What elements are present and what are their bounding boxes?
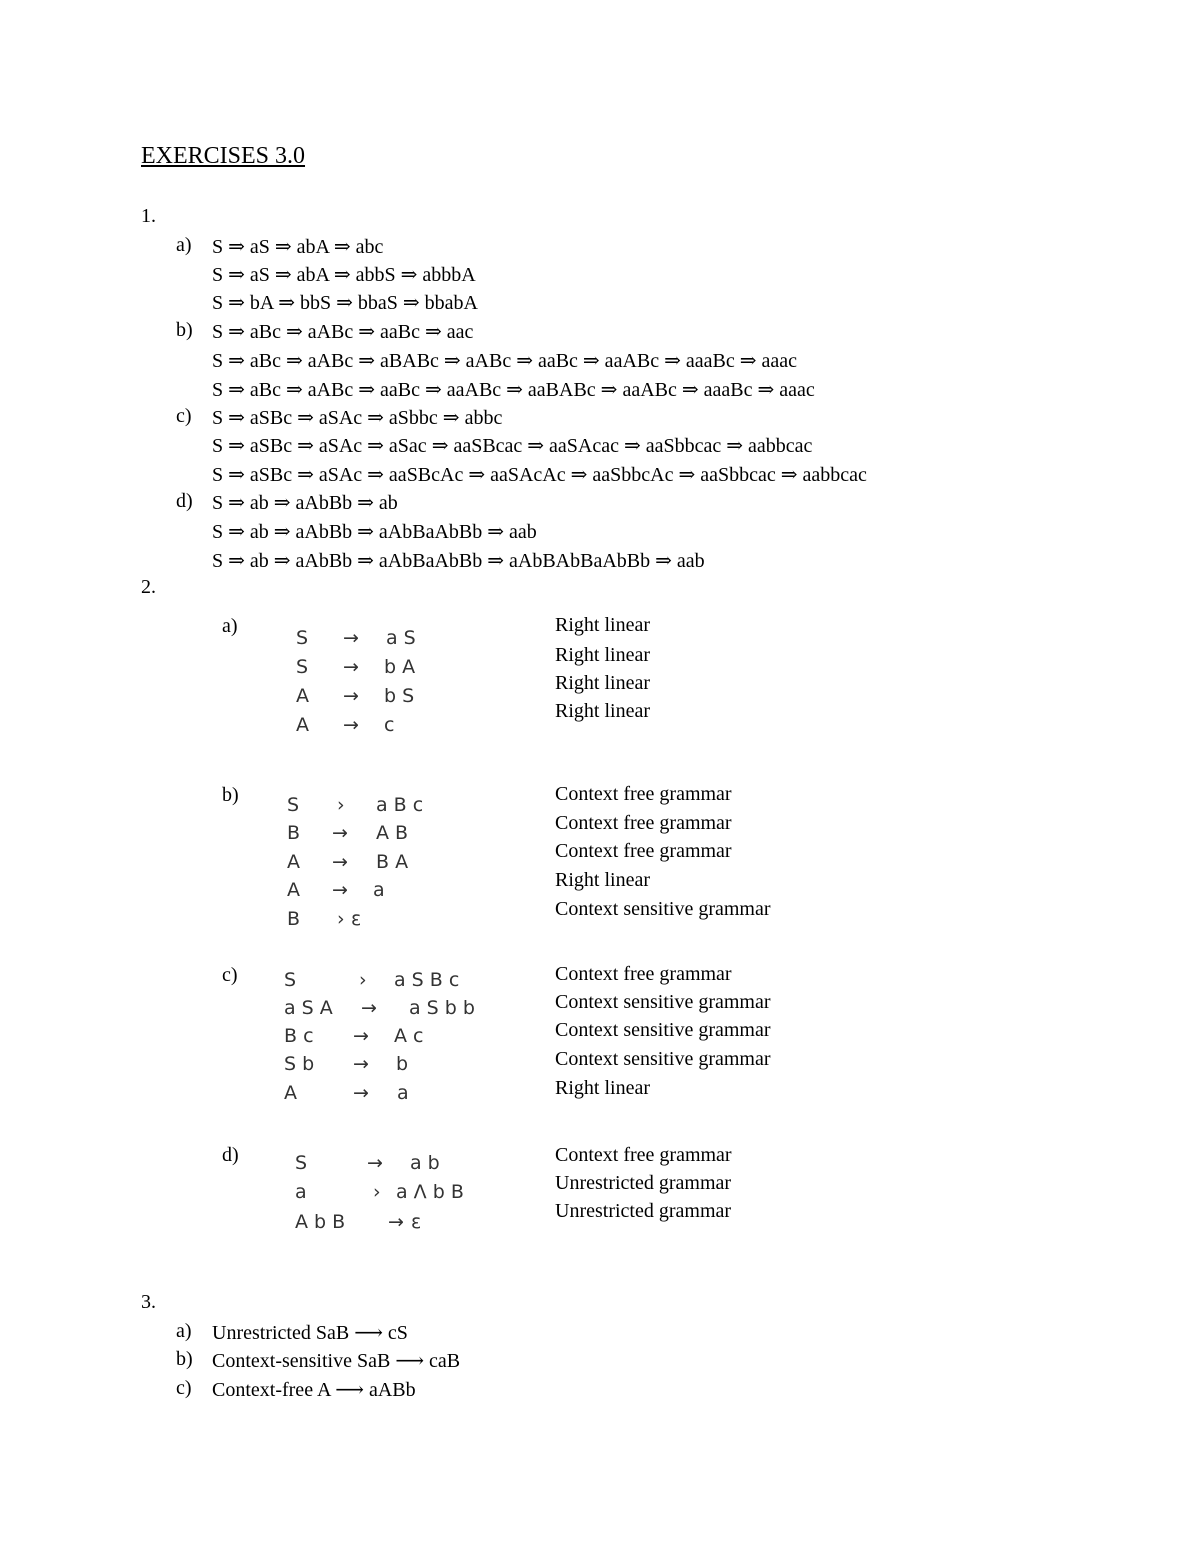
q2-d-classification: Unrestricted grammar — [555, 1200, 732, 1222]
rule-arrow: → — [367, 1152, 383, 1174]
rule-lhs: A — [287, 851, 300, 873]
rule-lhs: S — [296, 627, 309, 649]
q1-d-derivation-2: S ⇒ ab ⇒ aAbBb ⇒ aAbBaAbBb ⇒ aab — [212, 521, 537, 543]
q1-part-b-label: b) — [176, 319, 193, 341]
rule-lhs: B — [287, 908, 301, 930]
q2-b-classification: Context free grammar — [555, 840, 732, 862]
rule-lhs: a — [295, 1181, 307, 1203]
rule-lhs: S — [284, 969, 297, 991]
question-2-number: 2. — [141, 576, 156, 598]
q1-b-derivation-1: S ⇒ aBc ⇒ aABc ⇒ aaBc ⇒ aac — [212, 321, 474, 343]
rule-arrow: → — [353, 1025, 369, 1047]
rule-rhs: ε — [351, 908, 362, 930]
rule-rhs: A c — [394, 1025, 424, 1047]
q3-item-b-text: Context-sensitive SaB ⟶ caB — [212, 1350, 461, 1372]
q2-c-classification: Context sensitive grammar — [555, 1048, 771, 1070]
q3-item-b-label: b) — [176, 1348, 193, 1370]
rule-arrow: → — [332, 879, 348, 901]
page-title: EXERCISES 3.0 — [141, 143, 306, 169]
q2-c-classification: Context free grammar — [555, 963, 732, 985]
rule-arrow: → — [353, 1082, 369, 1104]
rule-arrow: › — [337, 794, 345, 816]
rule-rhs: B A — [376, 851, 409, 873]
q2-part-c-label: c) — [222, 964, 238, 986]
rule-rhs: c — [384, 714, 395, 736]
rule-arrow: → — [343, 656, 359, 678]
q1-d-derivation-3: S ⇒ ab ⇒ aAbBb ⇒ aAbBaAbBb ⇒ aAbBAbBaAbBb ⇒ aab — [212, 550, 705, 572]
rule-arrow: › — [337, 908, 345, 930]
q3-item-c-text: Context-free A ⟶ aABb — [212, 1379, 416, 1401]
rule-lhs: B c — [284, 1025, 314, 1047]
rule-arrow: › — [373, 1181, 381, 1203]
rule-lhs: B — [287, 822, 301, 844]
rule-arrow: → — [361, 997, 377, 1019]
rule-lhs: A — [296, 685, 309, 707]
q1-part-a-label: a) — [176, 234, 192, 256]
q3-item-a-label: a) — [176, 1320, 192, 1342]
q1-c-derivation-2: S ⇒ aSBc ⇒ aSAc ⇒ aSac ⇒ aaSBcac ⇒ aaSAcac ⇒ aaSbbcac ⇒ aabbcac — [212, 435, 813, 457]
q3-item-a-text: Unrestricted SaB ⟶ cS — [212, 1322, 408, 1344]
rule-arrow: → — [343, 685, 359, 707]
q2-part-d-label: d) — [222, 1144, 239, 1166]
q2-a-classification: Right linear — [555, 700, 650, 722]
q2-c-classification: Context sensitive grammar — [555, 991, 771, 1013]
rule-rhs: a — [397, 1082, 409, 1104]
q2-a-classification: Right linear — [555, 672, 650, 694]
rule-lhs: S b — [284, 1053, 315, 1075]
q3-item-c-label: c) — [176, 1377, 192, 1399]
rule-lhs: A b B — [295, 1211, 346, 1233]
q1-c-derivation-1: S ⇒ aSBc ⇒ aSAc ⇒ aSbbc ⇒ abbc — [212, 407, 503, 429]
q2-a-classification: Right linear — [555, 614, 650, 636]
rule-rhs: a S B c — [394, 969, 460, 991]
rule-arrow: → — [332, 851, 348, 873]
rule-lhs: A — [287, 879, 300, 901]
q1-c-derivation-3: S ⇒ aSBc ⇒ aSAc ⇒ aaSBcAc ⇒ aaSAcAc ⇒ aaSbbcAc ⇒ aaSbbcac ⇒ aabbcac — [212, 464, 867, 486]
rule-arrow: → — [343, 714, 359, 736]
rule-lhs: a S A — [284, 997, 333, 1019]
question-1-number: 1. — [141, 205, 156, 227]
q2-d-classification: Unrestricted grammar — [555, 1172, 732, 1194]
q1-b-derivation-3: S ⇒ aBc ⇒ aABc ⇒ aaBc ⇒ aaABc ⇒ aaBABc ⇒ aaABc ⇒ aaaBc ⇒ aaac — [212, 379, 815, 401]
rule-rhs: a — [373, 879, 385, 901]
rule-rhs: a b — [410, 1152, 440, 1174]
rule-lhs: S — [296, 656, 309, 678]
q1-b-derivation-2: S ⇒ aBc ⇒ aABc ⇒ aBABc ⇒ aABc ⇒ aaBc ⇒ aaABc ⇒ aaaBc ⇒ aaac — [212, 350, 797, 372]
q1-d-derivation-1: S ⇒ ab ⇒ aAbBb ⇒ ab — [212, 492, 398, 514]
rule-arrow: → — [388, 1211, 404, 1233]
q1-part-c-label: c) — [176, 405, 192, 427]
rule-rhs: ε — [411, 1211, 422, 1233]
rule-lhs: S — [295, 1152, 308, 1174]
q1-a-derivation-2: S ⇒ aS ⇒ abA ⇒ abbS ⇒ abbbA — [212, 264, 476, 286]
q1-a-derivation-1: S ⇒ aS ⇒ abA ⇒ abc — [212, 236, 384, 258]
q2-c-classification: Context sensitive grammar — [555, 1019, 771, 1041]
q2-b-classification: Context free grammar — [555, 812, 732, 834]
rule-rhs: a B c — [376, 794, 424, 816]
rule-lhs: S — [287, 794, 300, 816]
rule-arrow: → — [353, 1053, 369, 1075]
rule-arrow: → — [332, 822, 348, 844]
rule-rhs: b — [396, 1053, 409, 1075]
q2-part-b-label: b) — [222, 784, 239, 806]
q1-part-d-label: d) — [176, 490, 193, 512]
question-3-number: 3. — [141, 1291, 156, 1313]
rule-rhs: a Λ b B — [396, 1181, 464, 1203]
q2-b-classification: Context sensitive grammar — [555, 898, 771, 920]
rule-lhs: A — [296, 714, 309, 736]
q2-a-classification: Right linear — [555, 644, 650, 666]
q1-a-derivation-3: S ⇒ bA ⇒ bbS ⇒ bbaS ⇒ bbabA — [212, 292, 478, 314]
rule-rhs: A B — [376, 822, 409, 844]
q2-c-classification: Right linear — [555, 1077, 650, 1099]
rule-rhs: b A — [384, 656, 416, 678]
rule-arrow: › — [359, 969, 367, 991]
rule-rhs: a S b b — [409, 997, 475, 1019]
q2-b-classification: Right linear — [555, 869, 650, 891]
q2-b-classification: Context free grammar — [555, 783, 732, 805]
rule-arrow: → — [343, 627, 359, 649]
rule-rhs: a S — [386, 627, 416, 649]
rule-rhs: b S — [384, 685, 415, 707]
q2-part-a-label: a) — [222, 615, 238, 637]
rule-lhs: A — [284, 1082, 297, 1104]
q2-d-classification: Context free grammar — [555, 1144, 732, 1166]
